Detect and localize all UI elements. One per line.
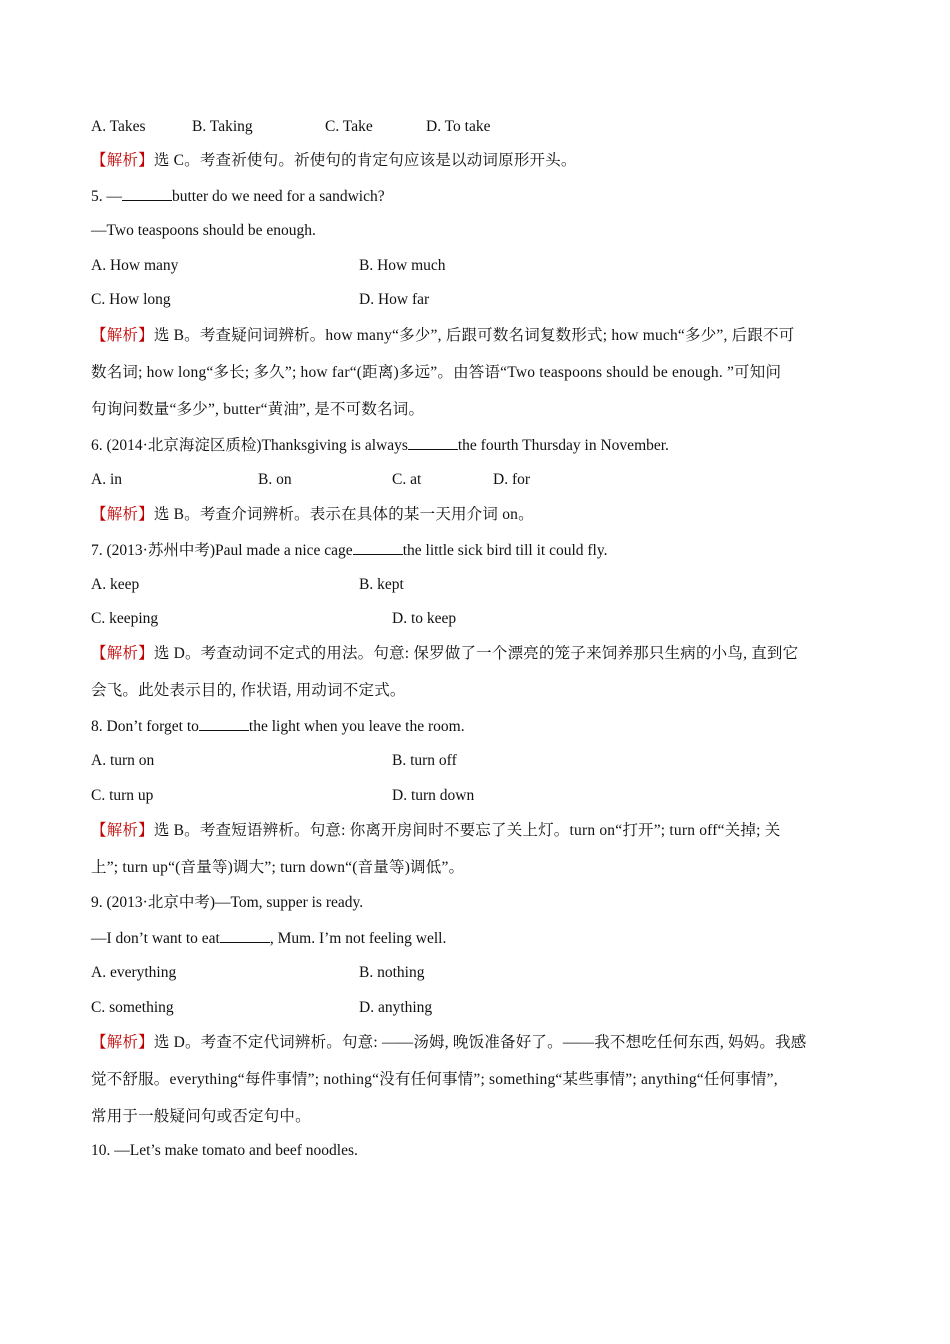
q5-analysis-line-3: 句询问数量“多少”, butter“黄油”, 是不可数名词。 <box>91 401 425 418</box>
analysis-tag: 【解析】 <box>91 1034 154 1051</box>
q9-analysis-line-2: 觉不舒服。everything“每件事情”; nothing“没有任何事情”; something“某些事情”; anything“任何事情”, <box>91 1071 778 1088</box>
q7-option-b: B. kept <box>359 576 404 593</box>
question-prefix: 7. (2013·苏州中考)Paul made a nice cage <box>91 542 353 559</box>
q8-option-c: C. turn up <box>91 787 154 804</box>
q9-analysis-line-3: 常用于一般疑问句或否定句中。 <box>91 1108 311 1125</box>
analysis-tag: 【解析】 <box>91 822 154 839</box>
q9-option-c: C. something <box>91 999 174 1016</box>
analysis-tag: 【解析】 <box>91 506 154 523</box>
q4-analysis <box>91 151 577 171</box>
analysis-text: 选 D。考查不定代词辨析。句意: ——汤姆, 晚饭准备好了。——我不想吃任何东西, 妈妈。我感 <box>153 1034 807 1051</box>
question-prefix: 5. — <box>91 188 122 205</box>
answer-blank <box>122 186 172 201</box>
q5-option-a: A. How many <box>91 257 179 274</box>
q4-option-d: D. To take <box>426 118 491 135</box>
q5-reply: —Two teaspoons should be enough. <box>91 222 316 239</box>
q4-option-b: B. Taking <box>192 118 253 135</box>
analysis-text: 选 B。考查疑问词辨析。how many“多少”, 后跟可数名词复数形式; how much“多少”, 后跟不可 <box>153 327 795 344</box>
q5-question <box>91 186 385 207</box>
q7-option-a: A. keep <box>91 576 140 593</box>
q9-option-b: B. nothing <box>359 964 425 981</box>
question-suffix: the little sick bird till it could fly. <box>402 542 608 559</box>
answer-blank <box>353 540 403 555</box>
q7-analysis-line-2: 会飞。此处表示目的, 作状语, 用动词不定式。 <box>91 682 406 699</box>
q9-option-a: A. everything <box>91 964 177 981</box>
q6-question <box>91 435 669 456</box>
q8-option-b: B. turn off <box>392 752 457 769</box>
q4-option-c: C. Take <box>325 118 373 135</box>
analysis-tag: 【解析】 <box>91 327 154 344</box>
q9-analysis-line-1 <box>91 1033 806 1053</box>
analysis-text: 选 B。考查介词辨析。表示在具体的某一天用介词 on。 <box>153 506 534 523</box>
q8-analysis-line-1 <box>91 821 780 841</box>
answer-blank <box>408 435 458 450</box>
question-suffix: the fourth Thursday in November. <box>457 437 669 454</box>
q8-analysis-line-2: 上”; turn up“(音量等)调大”; turn down“(音量等)调低”。 <box>91 859 465 876</box>
q4-option-a: A. Takes <box>91 118 146 135</box>
question-suffix: the light when you leave the room. <box>248 718 465 735</box>
q7-option-d: D. to keep <box>392 610 457 627</box>
q5-analysis-line-2: 数名词; how long“多长; 多久”; how far“(距离)多远”。由答语“Two teaspoons should be enough. ”可知问 <box>91 364 782 381</box>
q6-analysis <box>91 505 534 525</box>
q6-option-d: D. for <box>493 471 531 488</box>
q6-option-b: B. on <box>258 471 292 488</box>
analysis-text: 选 B。考查短语辨析。句意: 你离开房间时不要忘了关上灯。turn on“打开”; turn off“关掉; 关 <box>153 822 781 839</box>
q9-reply <box>91 928 446 949</box>
q10-question: 10. —Let’s make tomato and beef noodles. <box>91 1142 358 1159</box>
q5-option-d: D. How far <box>359 291 430 308</box>
q6-option-a: A. in <box>91 471 122 488</box>
answer-blank <box>220 928 270 943</box>
q7-analysis-line-1 <box>91 644 798 664</box>
q7-option-c: C. keeping <box>91 610 159 627</box>
q6-option-c: C. at <box>392 471 422 488</box>
q5-option-b: B. How much <box>359 257 446 274</box>
question-suffix: , Mum. I’m not feeling well. <box>269 930 447 947</box>
question-prefix: 6. (2014·北京海淀区质检)Thanksgiving is always <box>91 437 408 454</box>
answer-blank <box>199 716 249 731</box>
q7-question <box>91 540 607 561</box>
analysis-text: 选 D。考查动词不定式的用法。句意: 保罗做了一个漂亮的笼子来饲养那只生病的小鸟, 直到它 <box>153 645 799 662</box>
q9-option-d: D. anything <box>359 999 433 1016</box>
question-suffix: butter do we need for a sandwich? <box>172 188 385 205</box>
question-prefix: —I don’t want to eat <box>91 930 220 947</box>
analysis-tag: 【解析】 <box>91 152 154 169</box>
q8-option-d: D. turn down <box>392 787 475 804</box>
q5-analysis-line-1 <box>91 326 794 346</box>
q5-option-c: C. How long <box>91 291 171 308</box>
analysis-text: 选 C。考查祈使句。祈使句的肯定句应该是以动词原形开头。 <box>153 152 577 169</box>
q9-question: 9. (2013·北京中考)—Tom, supper is ready. <box>91 894 364 911</box>
q8-question <box>91 716 465 737</box>
q8-option-a: A. turn on <box>91 752 155 769</box>
question-prefix: 8. Don’t forget to <box>91 718 199 735</box>
analysis-tag: 【解析】 <box>91 645 154 662</box>
